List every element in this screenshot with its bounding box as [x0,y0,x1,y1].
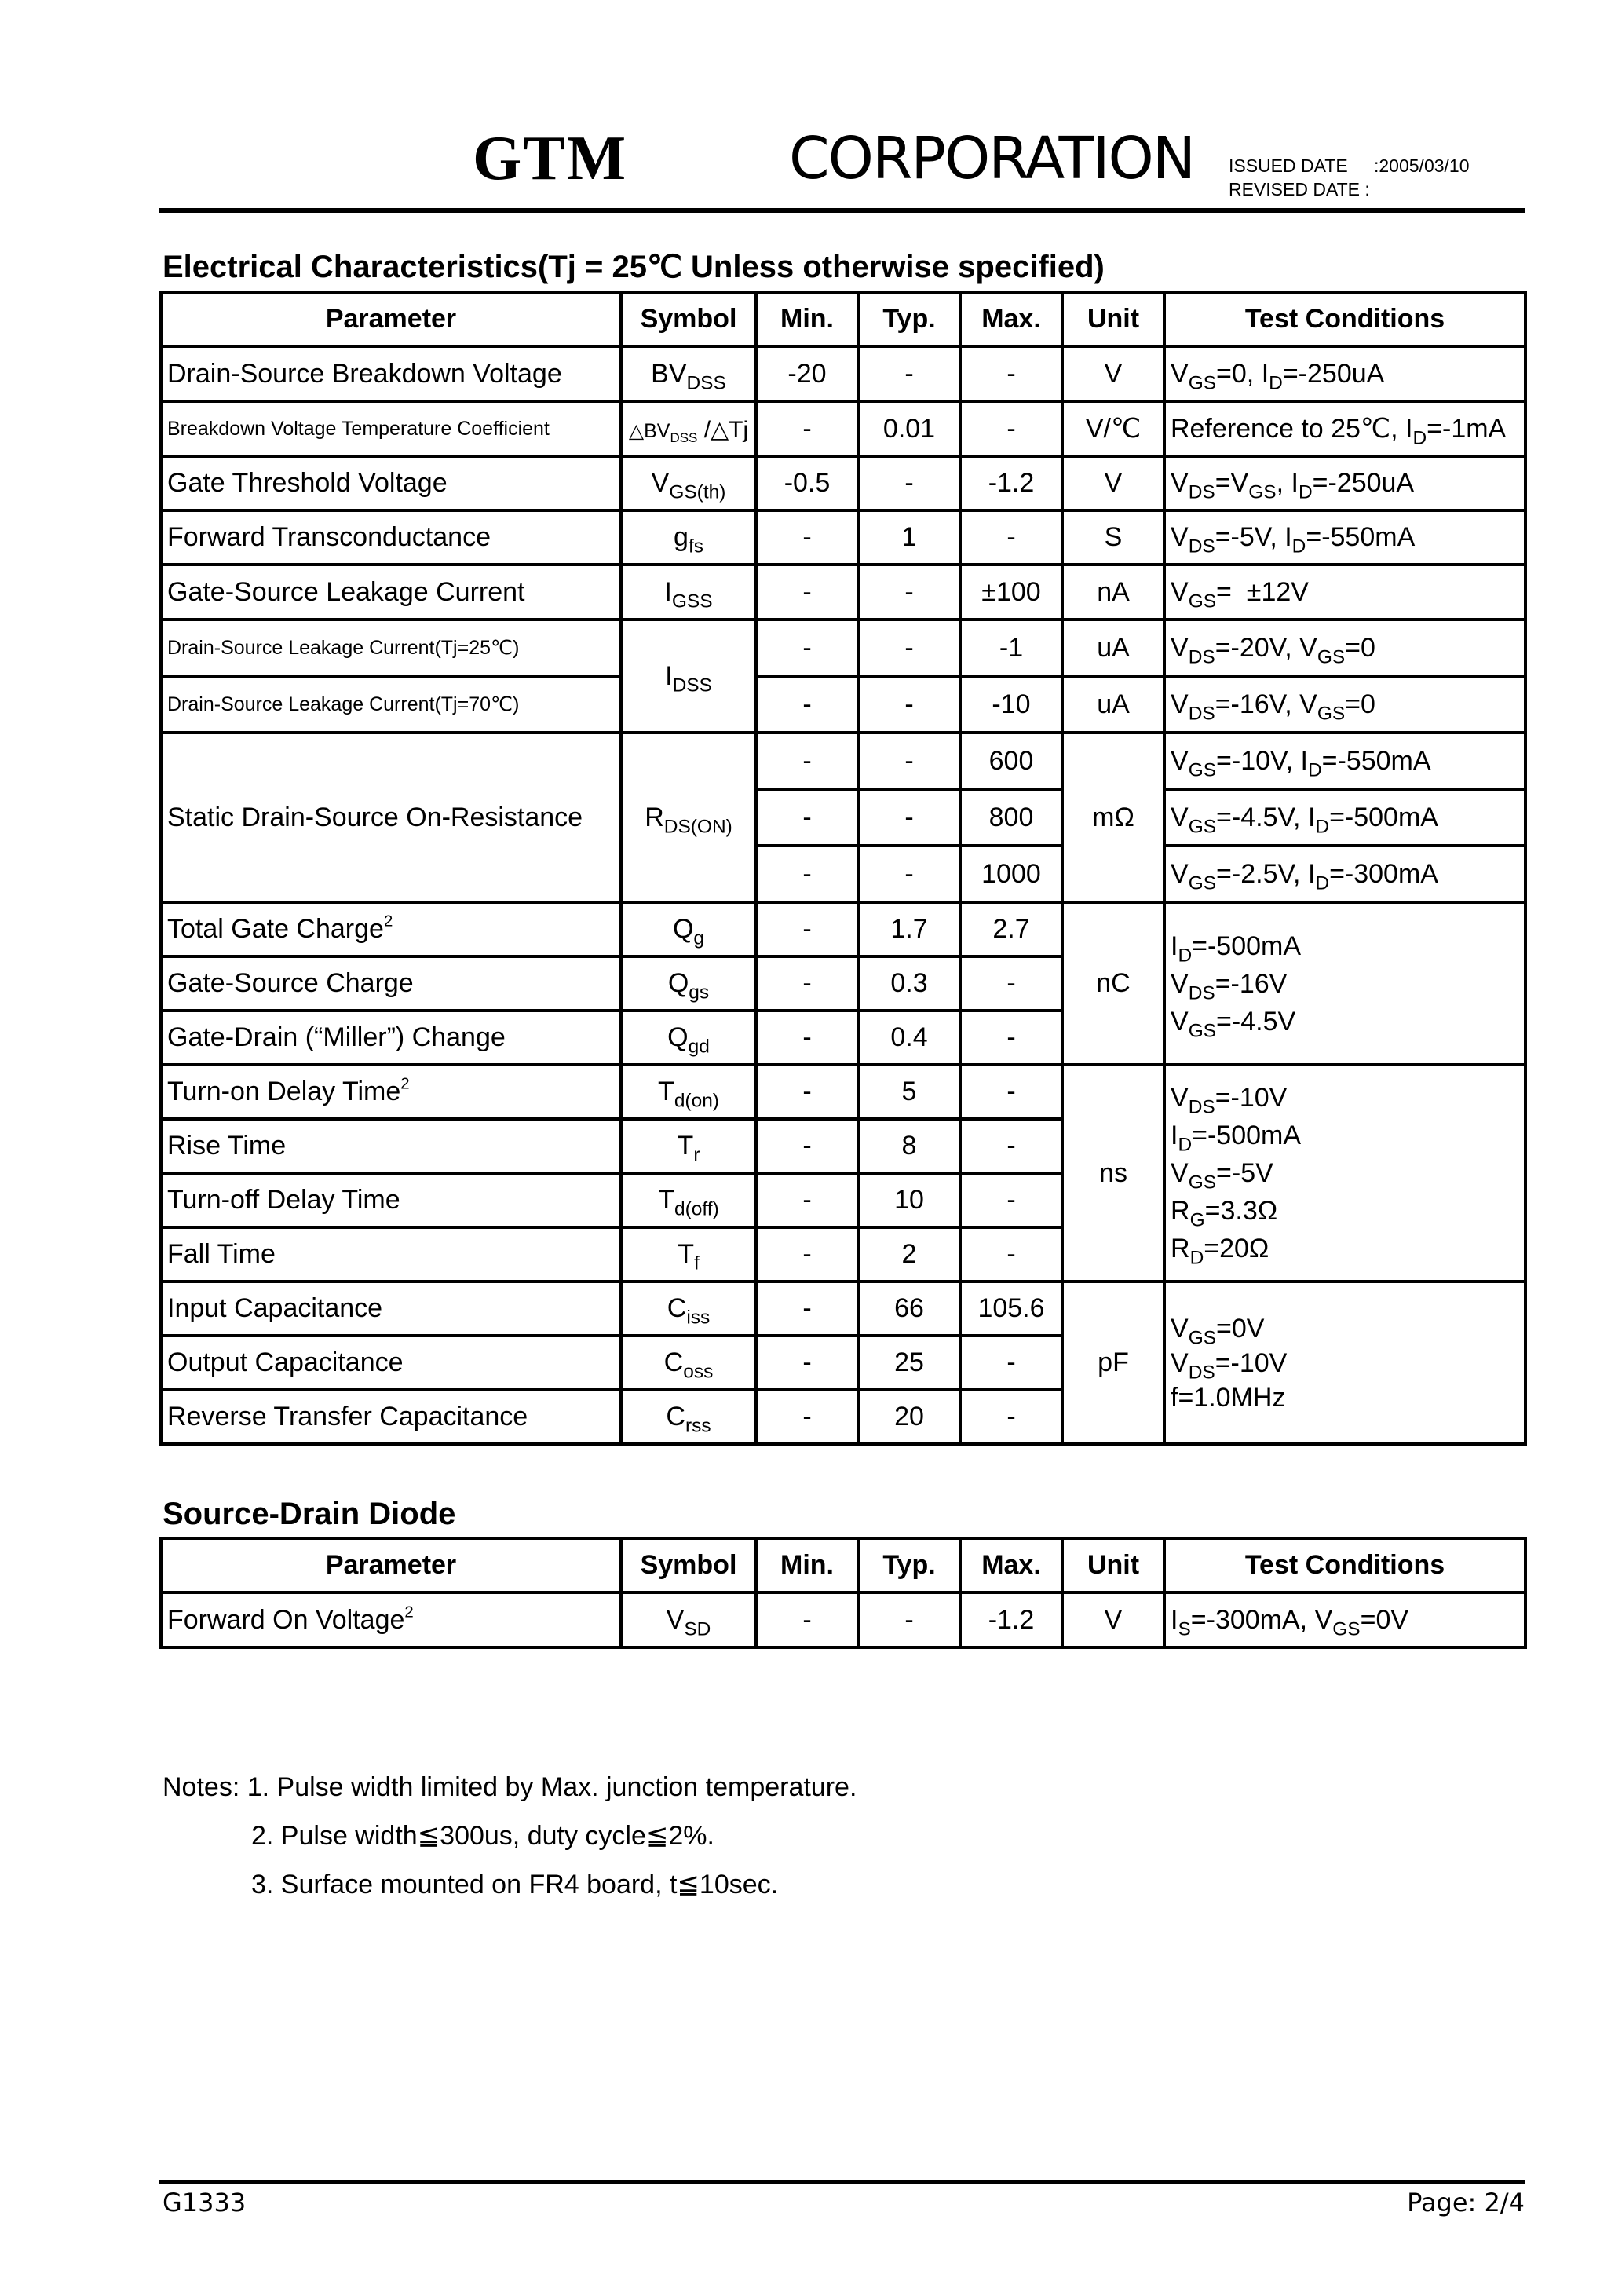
symbol-cell: $Q_{gd}$ [621,1011,756,1065]
parameter-cell: Reverse Transfer Capacitance [161,1390,621,1444]
min-cell: -20 [756,346,858,401]
condition-cell: $V_{GS}=-10V$, $I_D=-550mA$ [1164,733,1525,789]
issued-date-value: :2005/03/10 [1374,155,1470,176]
max-cell: -1 [960,620,1062,676]
min-cell: - [756,902,858,956]
parameter-cell: Forward Transconductance [161,510,621,565]
min-cell: - [756,1336,858,1390]
min-cell: - [756,1281,858,1336]
revised-date-label: REVISED DATE : [1229,179,1370,199]
max-cell: 2.7 [960,902,1062,956]
max-cell: - [960,401,1062,456]
unit-cell: uA [1062,620,1164,676]
symbol-cell: $C_{iss}$ [621,1281,756,1336]
unit-cell: mΩ [1062,733,1164,902]
condition-cell: $V_{DS}=-16V$, $V_{GS}=0$ [1164,676,1525,733]
max-cell: -10 [960,676,1062,733]
unit-cell: nC [1062,902,1164,1065]
symbol-cell: $g_{fs}$ [621,510,756,565]
min-cell: - [756,846,858,902]
max-cell: -1.2 [960,1592,1062,1647]
min-cell: - [756,1390,858,1444]
condition-cell: $V_{GS}= \pm 12V$ [1164,565,1525,620]
typ-cell: - [858,733,960,789]
min-cell: - [756,1592,858,1647]
unit-cell: V [1062,1592,1164,1647]
max-cell: 105.6 [960,1281,1062,1336]
symbol-cell: $T_r$ [621,1119,756,1173]
max-cell: 600 [960,733,1062,789]
min-cell: - [756,676,858,733]
min-cell: - [756,1011,858,1065]
max-cell: - [960,1119,1062,1173]
header-unit: Unit [1062,1538,1164,1592]
min-cell: - [756,401,858,456]
typ-cell: - [858,346,960,401]
table-row [161,456,1525,510]
electrical-table [159,291,1527,1446]
table-row [161,510,1525,565]
diode-table [159,1537,1527,1649]
condition-cell: $I_D=-500mA$ $V_{DS}=-16V$ $V_{GS}=-4.5V$ [1164,902,1525,1065]
header-max: Max. [960,1538,1062,1592]
header-max: Max. [960,292,1062,346]
symbol-cell: $\triangle BV_{DSS}$ /△Tj [621,401,756,456]
header-unit: Unit [1062,292,1164,346]
parameter-cell: Turn-off Delay Time [161,1173,621,1227]
page-number: Page: 2/4 [1407,2188,1525,2217]
header-parameter: Parameter [161,1538,621,1592]
max-cell: 800 [960,789,1062,846]
symbol-cell: $T_f$ [621,1227,756,1281]
issue-info [1229,154,1470,201]
symbol-cell: $T_{d(on)}$ [621,1065,756,1119]
parameter-cell: Fall Time [161,1227,621,1281]
company-name: CORPORATION [789,125,1195,192]
table-row [161,1281,1525,1336]
header-symbol: Symbol [621,292,756,346]
company-logo: GTM [473,124,628,193]
condition-cell: $V_{GS}=-2.5V$, $I_D=-300mA$ [1164,846,1525,902]
unit-cell: V [1062,456,1164,510]
parameter-cell: Drain-Source Leakage Current(Tj=70℃) [161,676,621,733]
min-cell: - [756,789,858,846]
parameter-cell: Forward On Voltage$^2$ [161,1592,621,1647]
notes [163,1763,857,1909]
typ-cell: 5 [858,1065,960,1119]
parameter-cell: Breakdown Voltage Temperature Coefficient [161,401,621,456]
max-cell: - [960,1065,1062,1119]
header-test-conditions: Test Conditions [1164,292,1525,346]
parameter-cell: Gate-Drain (“Miller”) Change [161,1011,621,1065]
table-row [161,733,1525,789]
header-typ: Typ. [858,1538,960,1592]
min-cell: - [756,1173,858,1227]
table-row [161,620,1525,676]
min-cell: - [756,956,858,1011]
condition-cell: $V_{GS}=-4.5V$, $I_D=-500mA$ [1164,789,1525,846]
typ-cell: 2 [858,1227,960,1281]
parameter-cell: Static Drain-Source On-Resistance [161,733,621,902]
parameter-cell: Rise Time [161,1119,621,1173]
symbol-cell: $BV_{DSS}$ [621,346,756,401]
symbol-cell: $V_{GS(th)}$ [621,456,756,510]
max-cell: - [960,1227,1062,1281]
typ-cell: - [858,1592,960,1647]
symbol-cell: $I_{GSS}$ [621,565,756,620]
table-header-row [161,1538,1525,1592]
parameter-cell: Gate-Source Leakage Current [161,565,621,620]
electrical-section-title: Electrical Characteristics(Tj = 25℃ Unless otherwise specified) [163,250,1105,284]
symbol-cell: $I_{DSS}$ [621,620,756,733]
min-cell: - [756,733,858,789]
table-row [161,565,1525,620]
typ-cell: 0.3 [858,956,960,1011]
max-cell: ±100 [960,565,1062,620]
typ-cell: - [858,846,960,902]
symbol-cell: $R_{DS(ON)}$ [621,733,756,902]
unit-cell: V/℃ [1062,401,1164,456]
parameter-cell: Output Capacitance [161,1336,621,1390]
min-cell: - [756,1119,858,1173]
typ-cell: - [858,789,960,846]
min-cell: - [756,510,858,565]
issued-date-label: ISSUED DATE [1229,155,1348,176]
min-cell: - [756,565,858,620]
table-header-row [161,292,1525,346]
symbol-cell: $V_{SD}$ [621,1592,756,1647]
min-cell: -0.5 [756,456,858,510]
table-row [161,902,1525,956]
typ-cell: - [858,676,960,733]
max-cell: - [960,1390,1062,1444]
max-cell: - [960,1336,1062,1390]
max-cell: - [960,1173,1062,1227]
document-id: G1333 [163,2188,247,2217]
max-cell: - [960,956,1062,1011]
unit-cell: S [1062,510,1164,565]
max-cell: - [960,1011,1062,1065]
parameter-cell: Gate Threshold Voltage [161,456,621,510]
header-rule [159,208,1525,213]
min-cell: - [756,1065,858,1119]
condition-cell: $V_{GS}=0$, $I_D=-250uA$ [1164,346,1525,401]
typ-cell: 20 [858,1390,960,1444]
header-typ: Typ. [858,292,960,346]
header-min: Min. [756,1538,858,1592]
table-row [161,1592,1525,1647]
note-1: Notes: 1. Pulse width limited by Max. junction temperature. [163,1772,857,1802]
note-3: 3. Surface mounted on FR4 board, t≦10sec. [251,1870,779,1899]
min-cell: - [756,620,858,676]
typ-cell: 0.4 [858,1011,960,1065]
parameter-cell: Drain-Source Leakage Current(Tj=25℃) [161,620,621,676]
header-parameter: Parameter [161,292,621,346]
max-cell: 1000 [960,846,1062,902]
condition-cell: $I_S=-300mA$, $V_{GS}=0V$ [1164,1592,1525,1647]
table-row [161,346,1525,401]
typ-cell: 1.7 [858,902,960,956]
unit-cell: V [1062,346,1164,401]
max-cell: - [960,510,1062,565]
table-row [161,1065,1525,1119]
typ-cell: 8 [858,1119,960,1173]
parameter-cell: Gate-Source Charge [161,956,621,1011]
symbol-cell: $Q_{gs}$ [621,956,756,1011]
parameter-cell: Turn-on Delay Time$^2$ [161,1065,621,1119]
condition-cell: $V_{DS}=-5V$, $I_D=-550mA$ [1164,510,1525,565]
parameter-cell: Input Capacitance [161,1281,621,1336]
table-row [161,401,1525,456]
typ-cell: - [858,456,960,510]
condition-cell: $V_{DS}=-20V$, $V_{GS}=0$ [1164,620,1525,676]
symbol-cell: $Q_g$ [621,902,756,956]
symbol-cell: $C_{oss}$ [621,1336,756,1390]
condition-cell: Reference to 25℃, $I_D=-1mA$ [1164,401,1525,456]
min-cell: - [756,1227,858,1281]
header-test-conditions: Test Conditions [1164,1538,1525,1592]
parameter-cell: Drain-Source Breakdown Voltage [161,346,621,401]
unit-cell: uA [1062,676,1164,733]
symbol-cell: $C_{rss}$ [621,1390,756,1444]
header-symbol: Symbol [621,1538,756,1592]
diode-section-title: Source-Drain Diode [163,1497,456,1531]
max-cell: - [960,346,1062,401]
footer-rule [159,2180,1525,2184]
table-row [161,676,1525,733]
unit-cell: nA [1062,565,1164,620]
typ-cell: 0.01 [858,401,960,456]
parameter-cell: Total Gate Charge$^2$ [161,902,621,956]
unit-cell: ns [1062,1065,1164,1281]
note-2: 2. Pulse width≦300us, duty cycle≦2%. [251,1821,714,1851]
symbol-cell: $T_{d(off)}$ [621,1173,756,1227]
condition-cell: $V_{DS}=-10V$ $I_D=-500mA$ $V_{GS}=-5V$ $R_G=3.3\Omega$ $R_D=20\Omega$ [1164,1065,1525,1281]
typ-cell: 1 [858,510,960,565]
condition-cell: $V_{GS}=0V$ $V_{DS}=-10V$ f=1.0MHz [1164,1281,1525,1444]
typ-cell: 66 [858,1281,960,1336]
condition-cell: $V_{DS}=V_{GS}$, $I_D=-250uA$ [1164,456,1525,510]
typ-cell: 25 [858,1336,960,1390]
unit-cell: pF [1062,1281,1164,1444]
typ-cell: - [858,620,960,676]
header-min: Min. [756,292,858,346]
typ-cell: 10 [858,1173,960,1227]
typ-cell: - [858,565,960,620]
max-cell: -1.2 [960,456,1062,510]
